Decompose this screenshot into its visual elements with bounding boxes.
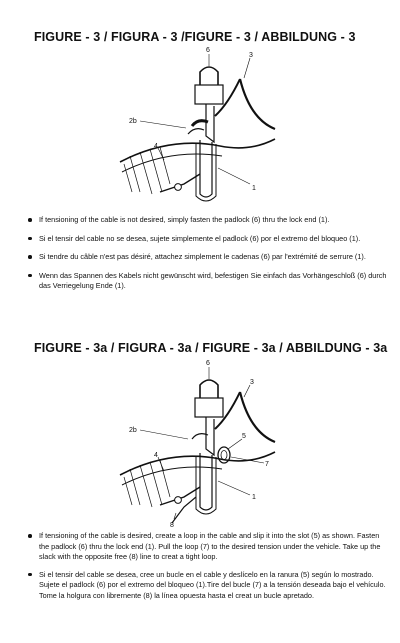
callout-5: 5 — [242, 433, 246, 440]
callout-3: 3 — [249, 52, 253, 59]
bullet-icon — [28, 218, 32, 222]
list-item: Si tendre du câble n'est pas désiré, attachez simplement le cadenas (6) par l'extrémité de serrure (1). — [28, 252, 388, 263]
callout-7: 7 — [265, 461, 269, 468]
figure-3-title: FIGURE - 3 / FIGURA - 3 /FIGURE - 3 / ABBILDUNG - 3 — [34, 30, 356, 44]
callout-8: 8 — [170, 522, 174, 529]
callout-6: 6 — [206, 47, 210, 54]
list-item: If tensioning of the cable is desired, create a loop in the cable and slip it into the slot (5) as shown. Fasten the padlock (6) thru the lock end (1). Pull the loop (7) to the desired tension under the vehicle. Take up the slack with the opposite free (8) line to creat a tight loop. — [28, 531, 388, 563]
callout-2b: 2b — [129, 427, 137, 434]
callout-2b: 2b — [129, 118, 137, 125]
list-item: Wenn das Spannen des Kabels nicht gewünscht wird, befestigen Sie einfach das Vorhängeschloß (6) durch das Verriegelung Ende (1). — [28, 271, 388, 292]
bullet-icon — [28, 274, 32, 278]
callout-3: 3 — [250, 379, 254, 386]
figure-3a-title: FIGURE - 3a / FIGURA - 3a / FIGURE - 3a / ABBILDUNG - 3a — [34, 341, 388, 355]
figure-3-instructions — [28, 215, 388, 300]
bullet-icon — [28, 255, 32, 259]
list-item: If tensioning of the cable is not desired, simply fasten the padlock (6) thru the lock end (1). — [28, 215, 388, 226]
bullet-icon — [28, 237, 32, 241]
list-item: Si el tensir del cable no se desea, sujete simplemente el padlock (6) por el extremo del bloqueo (1). — [28, 234, 388, 245]
bullet-icon — [28, 534, 32, 538]
figure-3a-instructions — [28, 531, 388, 609]
callout-4: 4 — [154, 452, 158, 459]
callout-4: 4 — [154, 143, 158, 150]
bullet-icon — [28, 573, 32, 577]
figure-3a-illustration — [100, 357, 280, 532]
callout-1: 1 — [252, 185, 256, 192]
list-item: Si el tensir del cable se desea, cree un bucle en el cable y deslícelo en la ranura (5) según lo mostrado. Sujete el padlock (6) por el extremo del bloqueo (1).Tire del bucle (7) a la tensión deseada bajo el vehículo. Tome la holgura con librernente (8) la línea opuesta hasta el creat un bucle apretado. — [28, 570, 388, 602]
figure-3-illustration — [100, 44, 280, 214]
callout-6: 6 — [206, 360, 210, 367]
callout-1: 1 — [252, 494, 256, 501]
